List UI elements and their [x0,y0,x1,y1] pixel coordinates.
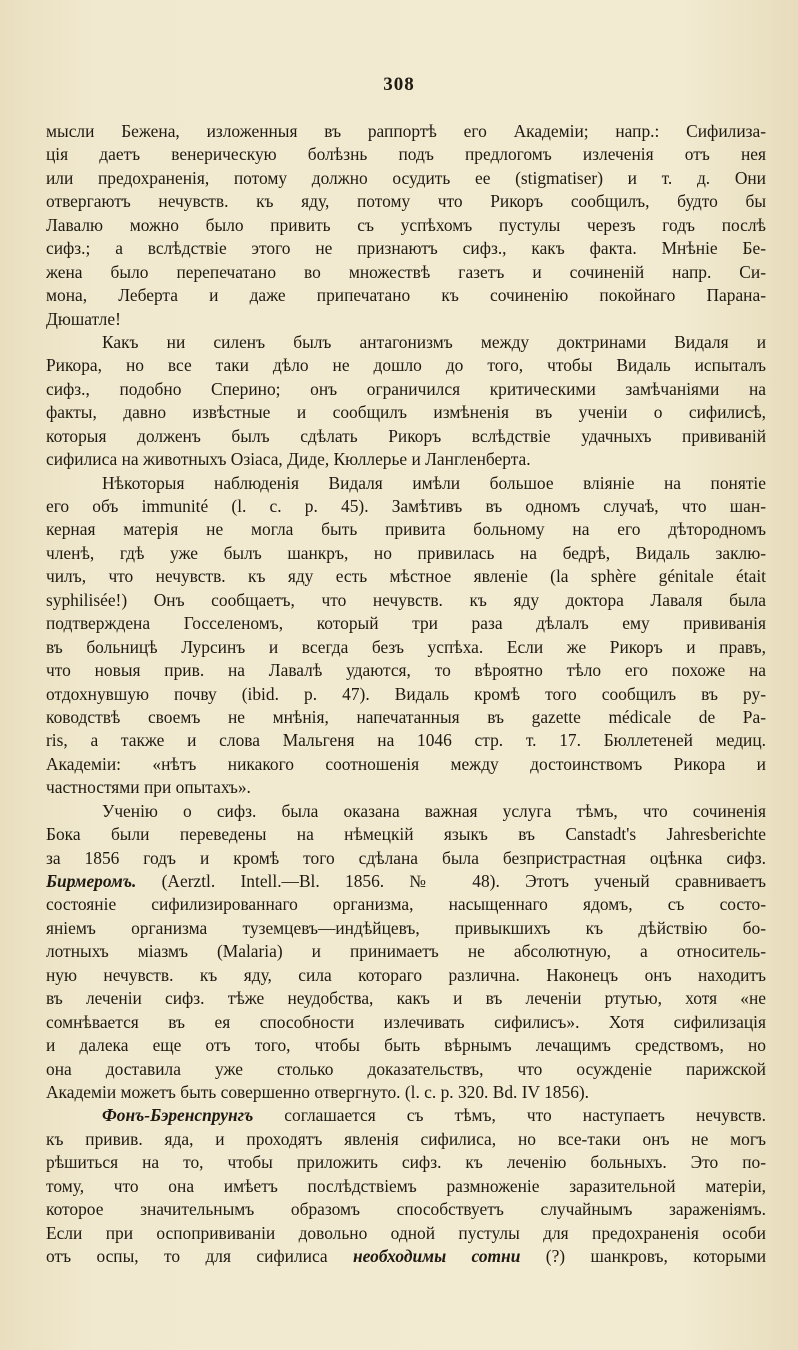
text-line [46,1104,766,1127]
text-line: она доставила уже столько доказательствъ, что осужденіе парижской [46,1058,766,1079]
text-line: въ больницѣ Лурсинъ и всегда безъ успѣха. Если же Рикоръ и правъ, [46,636,766,657]
text-line: жена было перепечатано во множествѣ газетъ и сочиненій напр. Си- [46,261,766,282]
text-line: которыя долженъ былъ сдѣлать Рикоръ вслѣдствіе удачныхъ прививаній [46,425,766,446]
text-line: и далека еще отъ того, чтобы быть вѣрнымъ лечащимъ средствомъ, но [46,1035,766,1056]
text-line: сифилиса на животныхъ Озіаса, Диде, Кюллерье и Лангленберта. [46,449,531,470]
text-line: яніемъ организма туземцевъ—индѣйцевъ, привыкшихъ къ дѣйствію бо- [46,917,766,938]
text-line: мысли Бежена, изложенныя въ раппортѣ его Академіи; напр.: Сифилиза- [46,121,766,141]
text-line: подтверждена Госселеномъ, который три раза дѣлалъ ему прививанія [46,613,766,634]
text-line: мона, Леберта и даже припечатано къ сочиненію покойнаго Парана- [46,285,766,306]
italic-name: Фонъ-Бэренспрунгъ [102,1105,254,1126]
text-line [46,870,766,893]
text-line: состояніе сифилизированнаго организма, насыщеннаго ядомъ, съ состо- [46,894,766,915]
text-line: керная матерія не могла быть привита больному на его дѣтородномъ [46,519,766,540]
line-text: отъ оспы, то для сифилиса [46,1246,353,1266]
line-text: (?) шанкровъ, которыми [520,1246,766,1266]
text-line: Ученію о сифз. была оказана важная услуга тѣмъ, что сочиненія [102,800,766,821]
text-line: въ леченіи сифз. тѣже неудобства, какъ и въ леченіи ртутью, хотя «не [46,988,766,1009]
text-line: Академіи можетъ быть совершенно отвергнуто. (l. c. p. 320. Bd. IV 1856). [46,1081,590,1102]
text-line: что новыя прив. на Лавалѣ удаются, то вѣроятно тѣло его похоже на [46,660,766,681]
italic-phrase: необходимы сотни [352,1246,521,1266]
page-number: 308 [383,74,415,95]
text-line: частностями при опытахъ». [46,777,251,798]
text-line: отдохнувшую почву (ibid. p. 47). Видаль кромѣ того сообщилъ въ ру- [46,683,766,704]
text-line: или предохраненія, потому должно осудить ее (stigmatiser) и т. д. Они [46,167,766,188]
text-line: Лавалю можно было привить съ успѣхомъ пустулы черезъ годъ послѣ [46,214,766,235]
italic-name: Бирмеромъ. [46,871,137,891]
text-line: Нѣкоторыя наблюденія Видаля имѣли большое вліяніе на понятіе [102,472,766,493]
text-line: Если при оспопрививаніи довольно одной пустулы для предохраненія особи [46,1222,766,1243]
text-line: которое значительнымъ образомъ способствуетъ случайнымъ зараженіямъ. [46,1199,766,1220]
text-line: сифз., подобно Сперино; онъ ограничился критическими замѣчаніями на [46,378,766,399]
text-line [46,1245,766,1268]
text-line: факты, давно извѣстные и сообщилъ измѣненія въ ученіи о сифилисѣ, [46,402,766,423]
text-line: Академіи: «нѣтъ никакого соотношенія между достоинствомъ Рикора и [46,753,766,774]
body-text [46,120,766,1268]
text-line: за 1856 годъ и кромѣ того сдѣлана была безпристрастная оцѣнка сифз. [46,847,766,868]
text-line: Дюшатле! [46,308,121,329]
text-line: тому, что она имѣетъ послѣдствіемъ размноженіе заразительной матеріи, [46,1175,766,1196]
text-line: лотныхъ міазмъ (Malaria) и принимаетъ не абсолютную, а относитель- [46,941,766,962]
text-line: ную нечувств. къ яду, сила котораго различна. Наконецъ онъ находитъ [46,964,766,985]
text-line: ris, а также и слова Мальгеня на 1046 стр. т. 17. Бюллетеней медиц. [46,730,766,751]
text-line: его объ immunité (l. c. p. 45). Замѣтивъ въ одномъ случаѣ, что шан- [46,496,766,516]
text-line: чилъ, что нечувств. къ яду есть мѣстное явленіе (la sphère génitale était [46,566,766,587]
text-line: syphilisée!) Онъ сообщаетъ, что нечувств. къ яду доктора Лаваля была [46,589,766,610]
text-line: Бока были переведены на нѣмецкій языкъ въ Canstadt's Jahresberichte [46,824,766,845]
text-line: отвергаютъ нечувств. къ яду, потому что Рикоръ сообщилъ, будто бы [46,191,766,212]
text-line: Какъ ни силенъ былъ антагонизмъ между доктринами Видаля и [102,331,766,352]
text-line: рѣшиться на то, чтобы приложить сифз. къ леченію больныхъ. Это по- [46,1152,766,1173]
text-line: Рикора, но все таки дѣло не дошло до того, чтобы Видаль испыталъ [46,355,766,376]
text-line: къ привив. яда, и проходятъ явленія сифилиса, но все-таки онъ не могъ [46,1128,766,1149]
text-line: членѣ, гдѣ уже былъ шанкръ, но привилась на бедрѣ, Видаль заклю- [46,542,766,563]
text-line: ція даетъ венерическую болѣзнь подъ предлогомъ излеченія отъ нея [46,144,766,165]
text-line: ководствѣ своемъ не мнѣнія, напечатанныя въ gazette médicale de Pa- [46,706,766,727]
line-text: соглашается съ тѣмъ, что наступаетъ нечувств. [253,1105,766,1126]
text-line: сифз.; а вслѣдствіе этого не признаютъ сифз., какъ факта. Мнѣніе Бе- [46,238,766,259]
text-line: сомнѣвается въ ея способности излечивать сифилисъ». Хотя сифилизація [46,1011,766,1032]
line-text: (Aerztl. Intell.—Bl. 1856. № 48). Этотъ ученый сравниваетъ [136,871,766,891]
